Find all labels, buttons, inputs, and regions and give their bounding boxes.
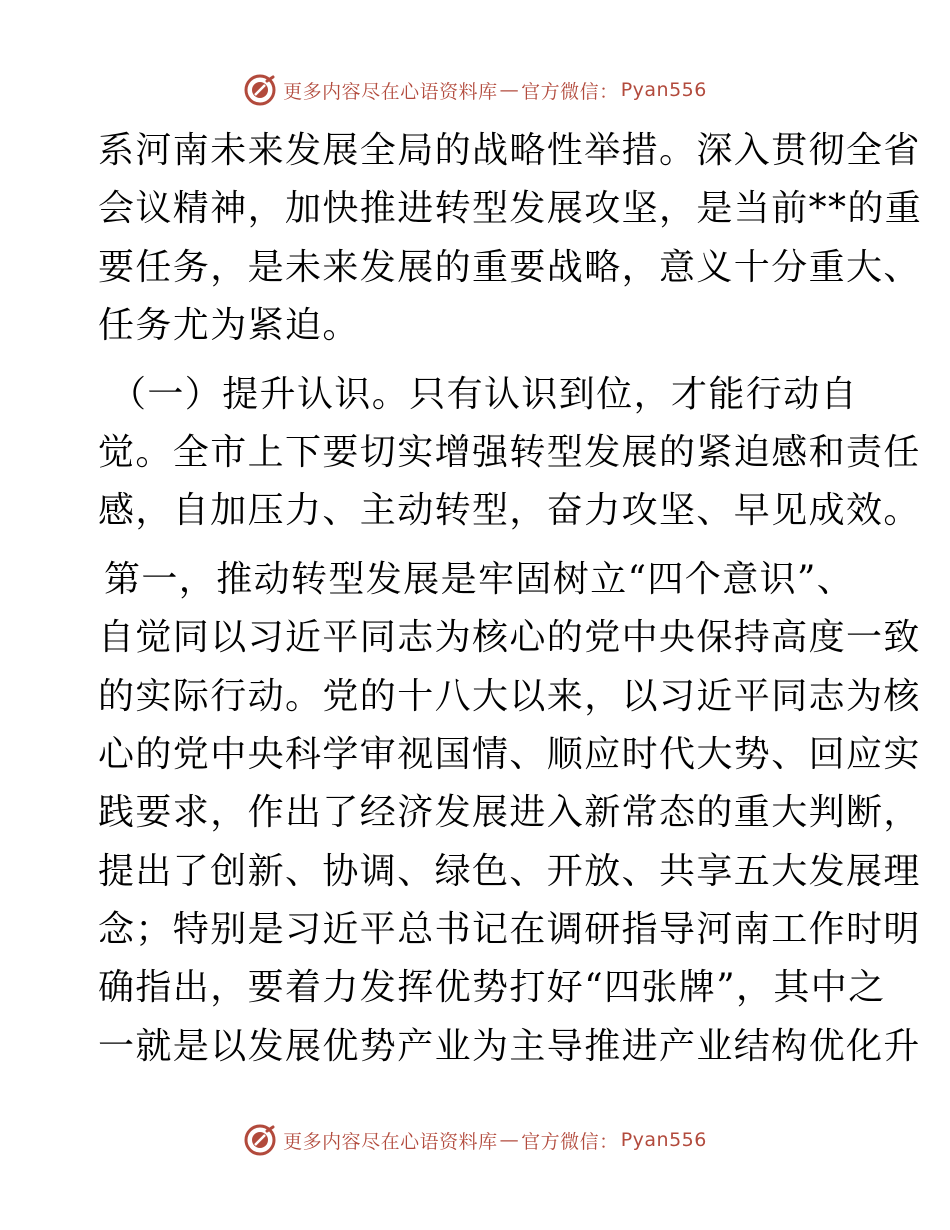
- body-line: 一就是以发展优势产业为主导推进产业结构优化升: [98, 1025, 921, 1067]
- body-line: 任务尤为紧迫。: [98, 305, 360, 347]
- watermark-label: 官方微信：: [521, 80, 619, 103]
- header-watermark: [0, 70, 950, 110]
- footer-watermark: [0, 1120, 950, 1160]
- body-line: 确指出，要着力发挥优势打好“四张牌”，其中之: [98, 967, 886, 1009]
- body-line: 系河南未来发展全局的战略性举措。深入贯彻全省: [98, 130, 921, 171]
- body-line: 会议精神，加快推进转型发展攻坚，是当前**的重: [98, 188, 923, 230]
- seal-logo-icon: [243, 73, 277, 107]
- body-line: 践要求，作出了经济发展进入新常态的重大判断，: [98, 792, 921, 834]
- watermark-label: 官方微信：: [521, 1130, 619, 1153]
- body-line: 自觉同以习近平同志为核心的党中央保持高度一致: [98, 617, 921, 659]
- body-line: 念；特别是习近平总书记在调研指导河南工作时明: [98, 909, 921, 951]
- watermark-id: Pyan556: [620, 79, 707, 101]
- body-line: 提出了创新、协调、绿色、开放、共享五大发展理: [98, 850, 921, 892]
- body-line: 的实际行动。党的十八大以来，以习近平同志为核: [98, 675, 921, 717]
- document-body: [98, 122, 923, 1076]
- paragraph-start-line: 第一，推动转型发展是牢固树立“四个意识”、: [104, 558, 855, 600]
- body-line: 觉。全市上下要切实增强转型发展的紧迫感和责任: [98, 431, 921, 473]
- body-line: 心的党中央科学审视国情、顺应时代大势、回应实: [98, 733, 921, 775]
- watermark-dash: —: [499, 1129, 520, 1151]
- watermark-text: 更多内容尽在心语资料库: [283, 80, 498, 103]
- seal-logo-icon: [243, 1123, 277, 1157]
- watermark-dash: —: [499, 79, 520, 101]
- section-heading: （一）提升认识。只有认识到位，才能行动自: [110, 373, 859, 415]
- watermark-id: Pyan556: [620, 1129, 707, 1151]
- body-line: 要任务，是未来发展的重要战略，意义十分重大、: [98, 246, 921, 288]
- body-line: 感，自加压力、主动转型，奋力攻坚、早见成效。: [98, 490, 921, 532]
- watermark-text: 更多内容尽在心语资料库: [283, 1130, 498, 1153]
